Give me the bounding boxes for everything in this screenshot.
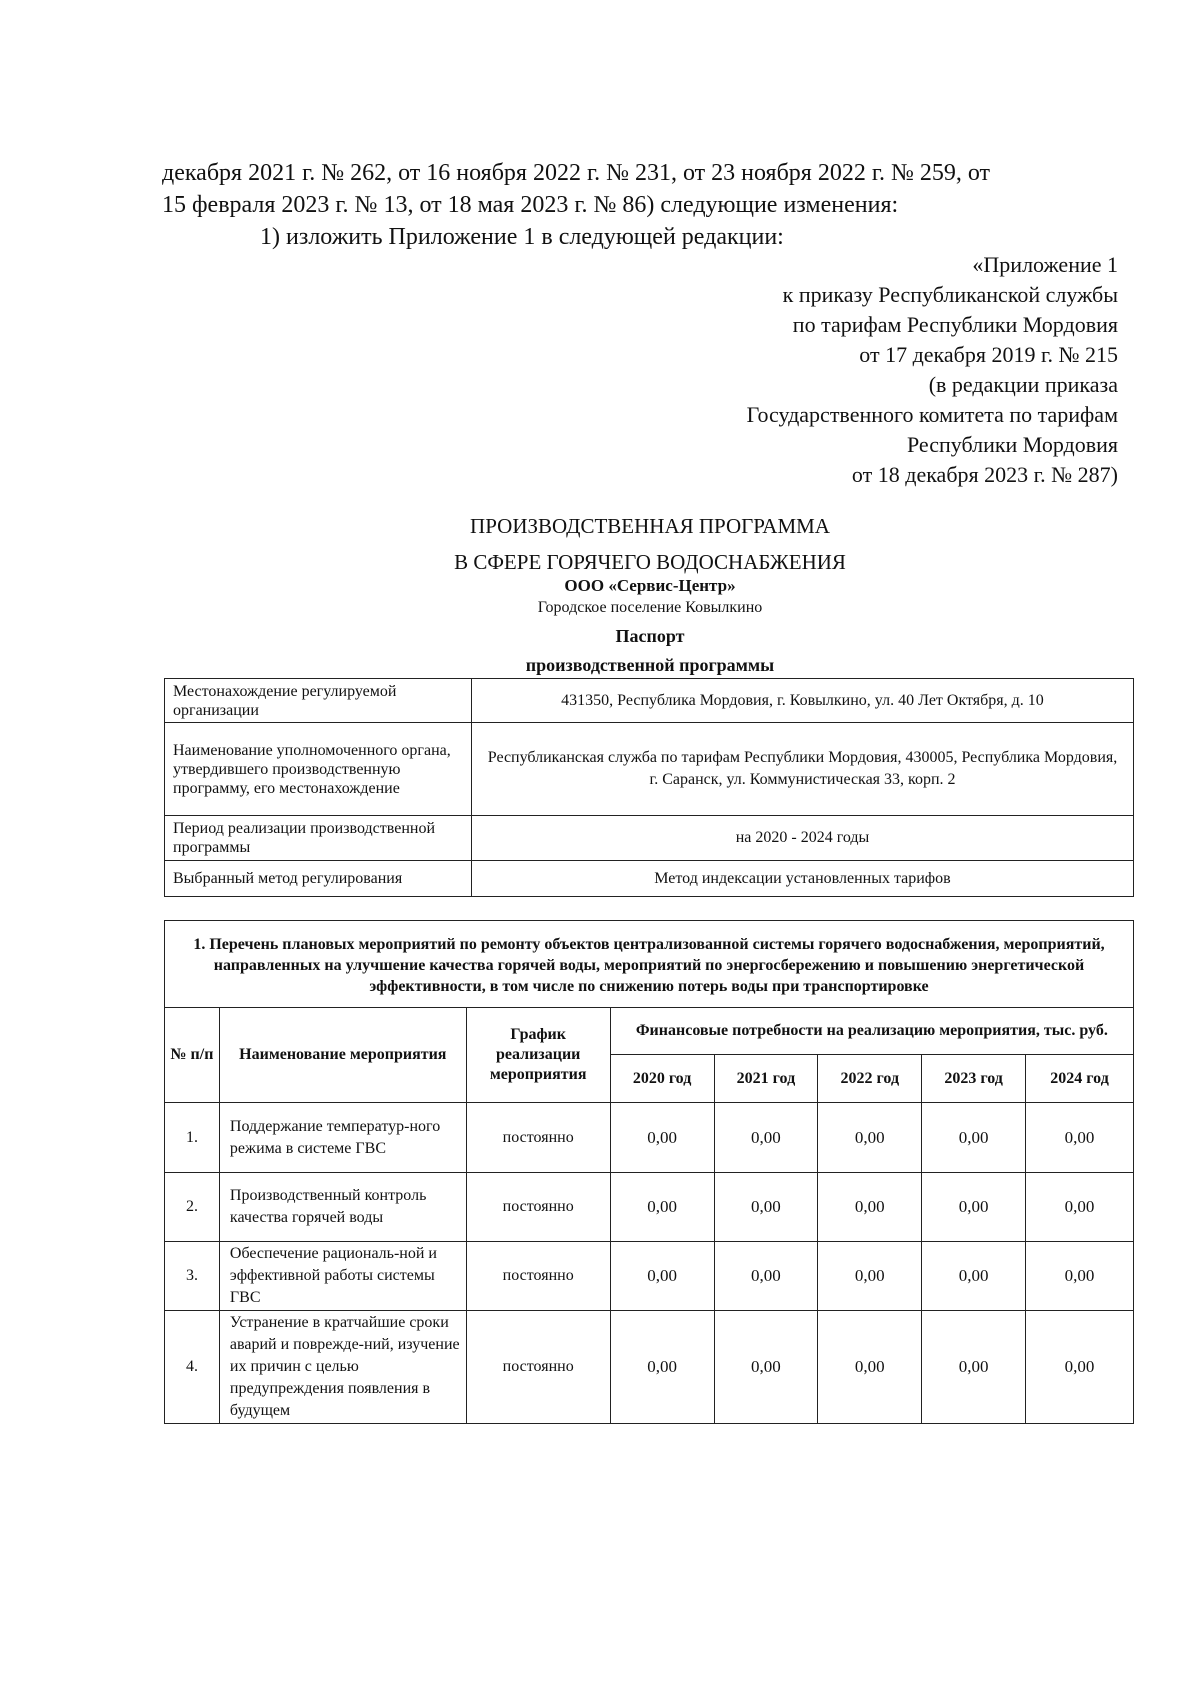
row-name: Обеспечение рациональ-ной и эффективной работы системы ГВС [219,1242,466,1311]
program-title-line-2: В СФЕРЕ ГОРЯЧЕГО ВОДОСНАБЖЕНИЯ [454,550,846,574]
row-schedule: постоянно [466,1311,610,1424]
settlement-name: Городское поселение Ковылкино [537,599,763,616]
passport-title: Паспорт [615,626,685,646]
measures-section-title: 1. Перечень плановых мероприятий по ремонту объектов централизованной системы горячего водоснабжения, мероприятий, направленных на улучшение качества горячей воды, мероприятий по энергосбережению и повышению энергетической эффективности, в том числе по снижению потерь воды при транспортировке [165,921,1134,1008]
passport-row [165,816,1134,861]
row-schedule: постоянно [466,1173,610,1242]
row-schedule: постоянно [466,1242,610,1311]
row-name: Устранение в кратчайшие сроки аварий и поврежде-ний, изучение их причин с целью предупреждения появления в будущем [219,1311,466,1424]
row-number: 4. [165,1311,220,1424]
row-value: 0,00 [610,1242,714,1311]
program-title-line-1: ПРОИЗВОДСТВЕННАЯ ПРОГРАММА [470,514,830,538]
row-value: 0,00 [1026,1173,1134,1242]
column-header-year: 2024 год [1026,1055,1134,1103]
row-number: 3. [165,1242,220,1311]
appendix-line: к приказу Республиканской службы [782,282,1118,307]
appendix-line: Республики Мордовия [906,432,1118,457]
intro-line-3: 1) изложить Приложение 1 в следующей редакции: [260,224,784,250]
column-header-number: № п/п [165,1008,220,1103]
row-value: 0,00 [1026,1242,1134,1311]
passport-label: Наименование уполномоченного органа, утвердившего производственную программу, его местонахождение [165,723,472,816]
appendix-line: от 18 декабря 2023 г. № 287) [851,462,1118,487]
passport-subtitle: производственной программы [525,655,775,675]
passport-value: Метод индексации установленных тарифов [472,861,1134,897]
passport-value: Республиканская служба по тарифам Республики Мордовия, 430005, Республика Мордовия, г. Саранск, ул. Коммунистическая 33, корп. 2 [472,723,1134,816]
appendix-line: «Приложение 1 [972,252,1118,277]
row-value: 0,00 [818,1242,922,1311]
row-value: 0,00 [714,1311,818,1424]
appendix-line: по тарифам Республики Мордовия [792,312,1118,337]
row-schedule: постоянно [466,1103,610,1173]
column-header-finance: Финансовые потребности на реализацию мероприятия, тыс. руб. [610,1008,1133,1055]
organization-name: ООО «Сервис-Центр» [564,576,736,595]
passport-label: Период реализации производственной программы [165,816,472,861]
row-value: 0,00 [922,1242,1026,1311]
appendix-line: Государственного комитета по тарифам [746,402,1118,427]
row-number: 1. [165,1103,220,1173]
row-value: 0,00 [610,1103,714,1173]
row-value: 0,00 [818,1173,922,1242]
intro-text [162,157,1122,253]
measures-table [164,920,1134,1424]
row-value: 0,00 [922,1103,1026,1173]
row-value: 0,00 [714,1103,818,1173]
table-row [165,1311,1134,1424]
row-name: Поддержание температур-ного режима в системе ГВС [219,1103,466,1173]
intro-line-1: декабря 2021 г. № 262, от 16 ноября 2022 г. № 231, от 23 ноября 2022 г. № 259, от [162,160,991,186]
passport-value: 431350, Республика Мордовия, г. Ковылкино, ул. 40 Лет Октября, д. 10 [472,679,1134,723]
row-value: 0,00 [1026,1103,1134,1173]
row-value: 0,00 [922,1311,1026,1424]
row-value: 0,00 [922,1173,1026,1242]
passport-row [165,723,1134,816]
row-value: 0,00 [714,1173,818,1242]
row-number: 2. [165,1173,220,1242]
row-value: 0,00 [818,1311,922,1424]
column-header-year: 2021 год [714,1055,818,1103]
passport-label: Местонахождение регулируемой организации [165,679,472,723]
passport-value: на 2020 - 2024 годы [472,816,1134,861]
passport-table [164,678,1134,897]
appendix-line: (в редакции приказа [928,372,1118,397]
column-header-year: 2020 год [610,1055,714,1103]
row-name: Производственный контроль качества горячей воды [219,1173,466,1242]
column-header-name: Наименование мероприятия [219,1008,466,1103]
passport-label: Выбранный метод регулирования [165,861,472,897]
row-value: 0,00 [1026,1311,1134,1424]
intro-line-2: 15 февраля 2023 г. № 13, от 18 мая 2023 г. № 86) следующие изменения: [162,192,899,218]
row-value: 0,00 [714,1242,818,1311]
column-header-year: 2023 год [922,1055,1026,1103]
appendix-block [747,250,1118,490]
passport-row [165,861,1134,897]
passport-row [165,679,1134,723]
column-header-schedule: График реализации мероприятия [466,1008,610,1103]
column-header-year: 2022 год [818,1055,922,1103]
row-value: 0,00 [610,1311,714,1424]
appendix-line: от 17 декабря 2019 г. № 215 [859,342,1118,367]
row-value: 0,00 [610,1173,714,1242]
row-value: 0,00 [818,1103,922,1173]
table-row [165,1173,1134,1242]
table-row [165,1103,1134,1173]
table-row [165,1242,1134,1311]
